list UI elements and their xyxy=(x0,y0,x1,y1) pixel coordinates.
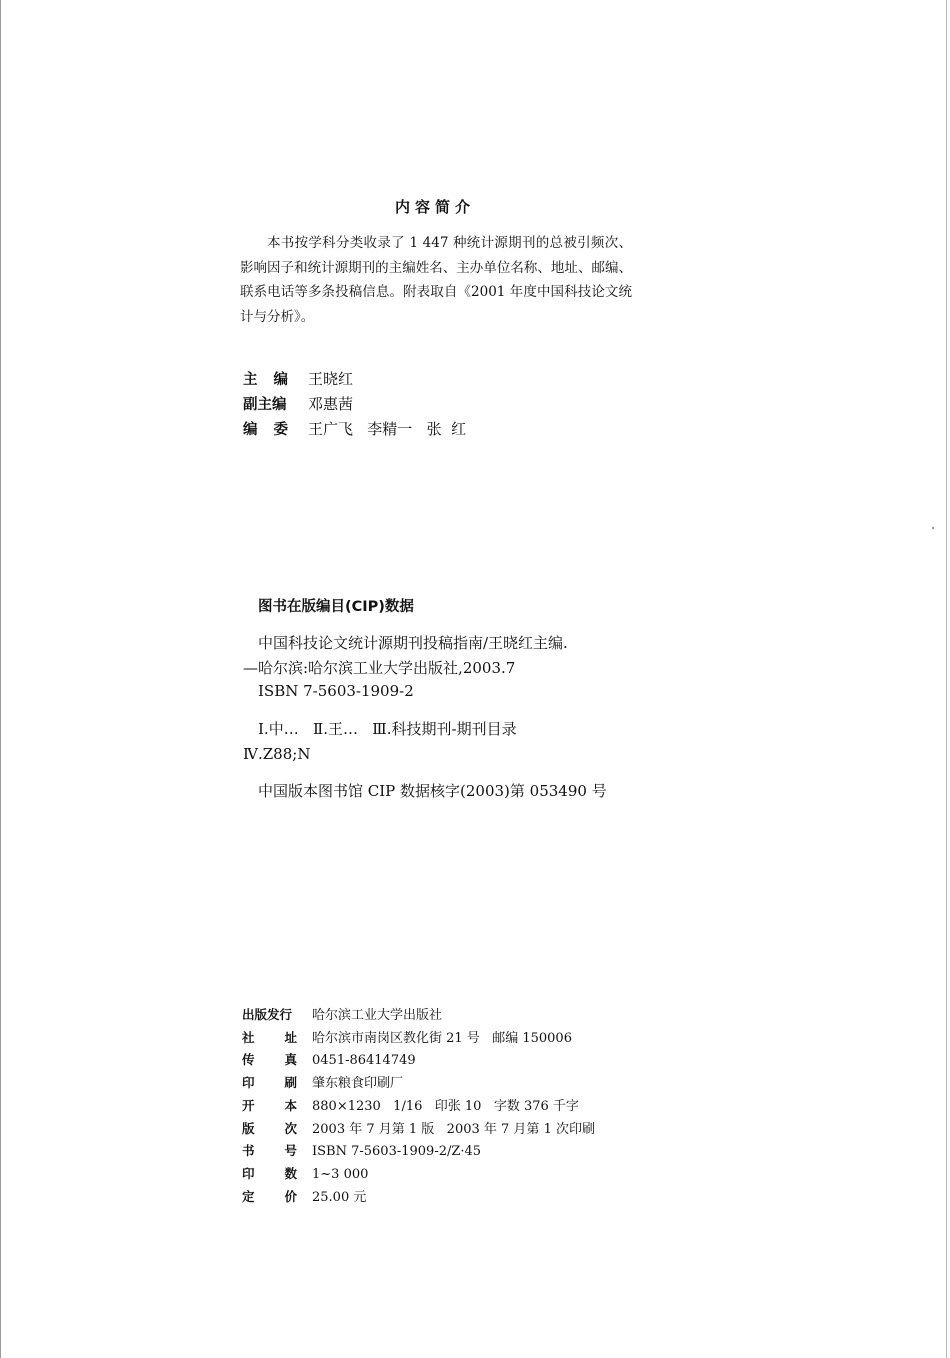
pub-row xyxy=(242,1004,762,1027)
cip-line: Ⅰ.中… Ⅱ.王… Ⅲ.科技期刊-期刊目录 xyxy=(258,720,517,738)
pub-value: 肇东粮食印刷厂 xyxy=(312,1076,404,1092)
editor-value: 王广飞 李精一 张 红 xyxy=(308,420,467,438)
pub-label: 印数 xyxy=(242,1165,328,1181)
editor-row-deputy xyxy=(243,393,663,418)
editor-row-chief xyxy=(243,368,663,393)
cip-line: 中国科技论文统计源期刊投稿指南/王晓红主编. xyxy=(258,634,568,652)
pub-label: 传真 xyxy=(242,1051,328,1067)
summary-body: 本书按学科分类收录了 1 447 种统计源期刊的总被引频次、影响因子和统计源期刊的主编姓名、主办单位名称、地址、邮编、联系电话等多条投稿信息。附表取自《2001 年度中国科技论文统计与分析》。 xyxy=(240,235,632,325)
editor-label: 编委 xyxy=(243,422,304,438)
pub-row xyxy=(242,1186,762,1209)
cip-line: ISBN 7-5603-1909-2 xyxy=(258,682,414,700)
pub-value: 2003 年 7 月第 1 版 2003 年 7 月第 1 次印刷 xyxy=(312,1121,595,1137)
pub-value: 880×1230 1/16 印张 10 字数 376 千字 xyxy=(312,1099,579,1115)
pub-value: 哈尔滨市南岗区教化街 21 号 邮编 150006 xyxy=(312,1030,572,1046)
editor-value: 王晓红 xyxy=(308,370,354,388)
editors-section xyxy=(243,368,663,443)
cip-line: —哈尔滨:哈尔滨工业大学出版社,2003.7 xyxy=(243,659,516,677)
pub-row xyxy=(242,1027,762,1050)
editor-label: 副主编 xyxy=(243,397,287,413)
pub-row xyxy=(242,1141,762,1164)
pub-label: 社址 xyxy=(242,1029,328,1045)
summary-title: 内容简介 xyxy=(394,198,475,216)
pub-row xyxy=(242,1095,762,1118)
page-left-edge xyxy=(0,0,1,1358)
pub-value: ISBN 7-5603-1909-2/Z·45 xyxy=(312,1143,482,1159)
pub-label: 开本 xyxy=(242,1098,328,1114)
pub-row xyxy=(242,1164,762,1187)
cip-line: Ⅳ.Z88;N xyxy=(243,745,311,763)
cip-line: 中国版本图书馆 CIP 数据核字(2003)第 053490 号 xyxy=(258,782,607,800)
pub-value: 0451-86414749 xyxy=(312,1052,416,1068)
pub-label: 出版发行 xyxy=(242,1007,293,1022)
pub-label: 版次 xyxy=(242,1120,328,1136)
editor-value: 邓惠茜 xyxy=(308,395,354,413)
publication-info xyxy=(242,1004,762,1209)
pub-value: 1~3 000 xyxy=(312,1166,369,1182)
pub-label: 定价 xyxy=(242,1189,328,1205)
pub-row xyxy=(242,1072,762,1095)
editor-label: 主编 xyxy=(243,372,304,388)
pub-value: 哈尔滨工业大学出版社 xyxy=(312,1008,443,1023)
pub-row xyxy=(242,1118,762,1141)
pub-row xyxy=(242,1050,762,1073)
scan-speck xyxy=(932,527,934,529)
cip-heading: 图书在版编目(CIP)数据 xyxy=(258,599,414,615)
pub-label: 书号 xyxy=(242,1142,328,1158)
page-right-edge xyxy=(946,0,947,1358)
pub-label: 印刷 xyxy=(242,1075,328,1091)
pub-value: 25.00 元 xyxy=(312,1190,367,1206)
editor-row-committee xyxy=(243,418,663,443)
